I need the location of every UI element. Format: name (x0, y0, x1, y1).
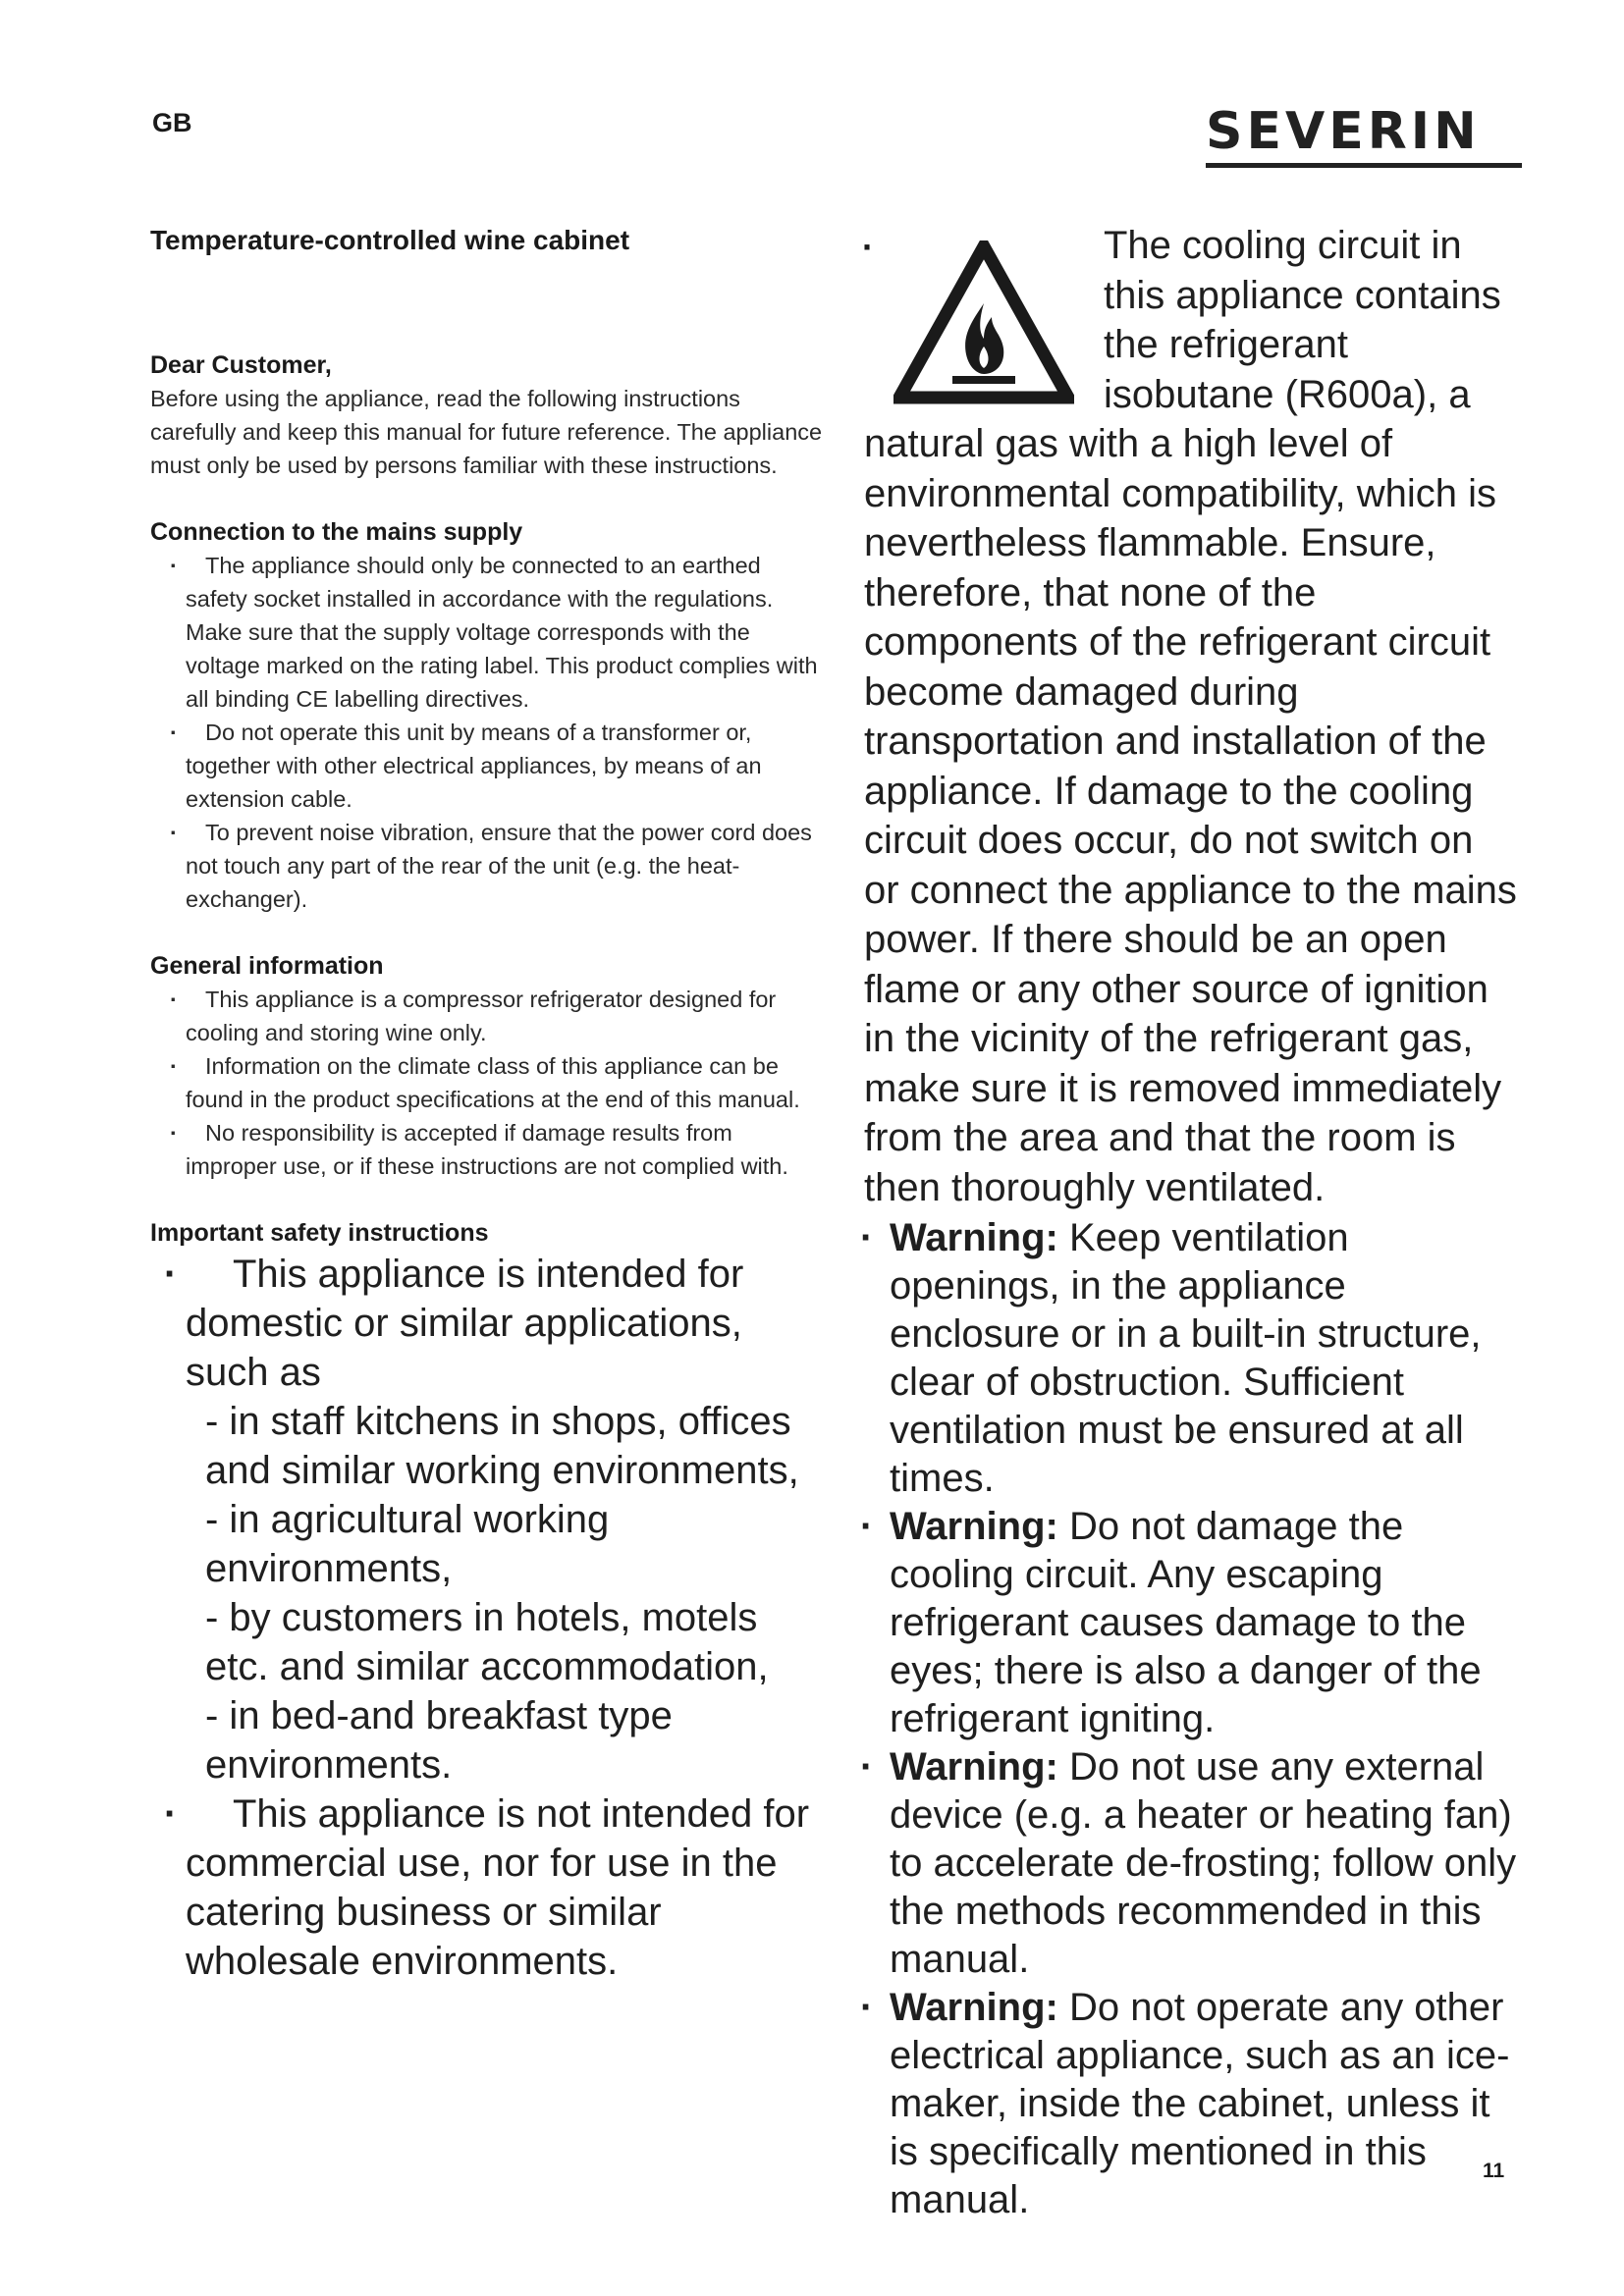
list-item: · This appliance is a compressor refrigerator designed for cooling and storing wine only. (150, 983, 828, 1049)
list-item: · Information on the climate class of this appliance can be found in the product specifications at the end of this manual. (150, 1049, 828, 1116)
page-number: 11 (1483, 2160, 1505, 2182)
brand-underline (1206, 163, 1522, 168)
greeting: Dear Customer, (150, 351, 332, 379)
list-item: · Do not operate this unit by means of a transformer or, together with other electrical appliances, by means of an extension cable. (150, 716, 828, 816)
warning-label: Warning: (890, 1745, 1058, 1789)
sub-list-item: - by customers in hotels, motels etc. and similar accommodation, (205, 1596, 769, 1688)
sub-list-item: - in agricultural working environments, (205, 1498, 610, 1590)
section-heading-mains: Connection to the mains supply (150, 518, 523, 546)
list-item: · To prevent noise vibration, ensure that the power cord does not touch any part of the rear of the unit (e.g. the heat-exchanger). (150, 816, 828, 916)
warning-text: Do not operate any other electrical appliance, such as an ice-maker, inside the cabinet, unless it is specifically mentioned in this manual. (890, 1986, 1510, 2221)
warning-label: Warning: (890, 1505, 1058, 1548)
left-column (150, 221, 828, 1986)
warning-text: Do not damage the cooling circuit. Any escaping refrigerant causes damage to the eyes; there is also a danger of the refrigerant igniting. (890, 1505, 1482, 1740)
safety-sub-list (186, 1397, 828, 1789)
list-item: · The appliance should only be connected to an earthed safety socket installed in accordance with the regulations. Make sure that the supply voltage corresponds with the voltage marked on the rating label. This product complies with all binding CE labelling directives. (150, 549, 828, 716)
warning-label: Warning: (890, 1216, 1058, 1259)
cooling-circuit-warning (864, 221, 1517, 1212)
list-item (150, 1250, 828, 1789)
mains-list (150, 549, 828, 916)
warning-item (864, 1503, 1517, 1743)
right-column (864, 221, 1517, 2224)
warning-item (864, 1214, 1517, 1503)
bullet: · (862, 227, 874, 267)
cooling-circuit-text: The cooling circuit in this appliance contains the refrigerant isobutane (R600a), a natural gas with a high level of environmental compatibility, which is nevertheless flammable. Ensure, therefore, that none of the components of the refrigerant circuit become damaged during transportation and installation of the appliance. If damage to the cooling circuit does occur, do not switch on or connect the appliance to the mains power. If there should be an open flame or any other source of ignition in the vicinity of the refrigerant gas, make sure it is removed immediately from the area and that the room is then thoroughly ventilated. (864, 224, 1517, 1209)
warning-text: Keep ventilation openings, in the appliance enclosure or in a built-in structure, clear of obstruction. Sufficient ventilation must be ensured at all times. (890, 1216, 1482, 1500)
document-title: Temperature-controlled wine cabinet (150, 225, 630, 255)
list-item: · This appliance is not intended for commercial use, nor for use in the catering business or similar wholesale environments. (150, 1789, 828, 1986)
safety-item-text: This appliance is intended for domestic or similar applications, such as (186, 1253, 744, 1394)
section-heading-safety: Important safety instructions (150, 1219, 489, 1247)
warning-list (864, 1214, 1517, 2224)
flammable-warning-icon (893, 240, 1074, 407)
brand-name: SEVERIN (1206, 102, 1481, 161)
list-item: · No responsibility is accepted if damage results from improper use, or if these instructions are not complied with. (150, 1116, 828, 1183)
safety-list (150, 1250, 828, 1986)
section-heading-general: General information (150, 952, 384, 980)
brand-logo (1206, 102, 1522, 168)
warning-item (864, 1984, 1517, 2224)
language-code: GB (152, 108, 192, 137)
warning-label: Warning: (890, 1986, 1058, 2029)
sub-list-item: - in bed-and breakfast type environments. (205, 1694, 673, 1787)
sub-list-item: - in staff kitchens in shops, offices and similar working environments, (205, 1400, 799, 1492)
warning-text: Do not use any external device (e.g. a heater or heating fan) to accelerate de-frosting; follow only the methods recommended in this manual. (890, 1745, 1517, 1981)
warning-item (864, 1743, 1517, 1984)
intro-paragraph: Before using the appliance, read the following instructions carefully and keep this manual for future reference. The appliance must only be used by persons familiar with these instructions. (150, 386, 823, 478)
general-list (150, 983, 828, 1183)
